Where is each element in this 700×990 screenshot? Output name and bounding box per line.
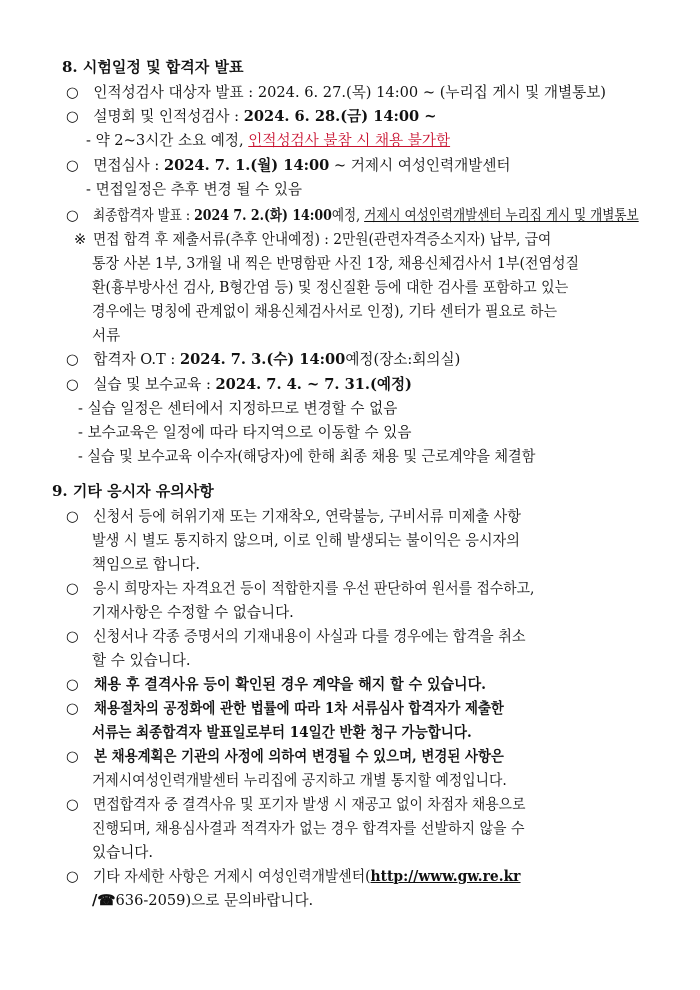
item-date: 2024. 6. 27.(목) 14:00 ~ (누리집 게시 및 개별통보): [257, 84, 606, 101]
notice-line: 책임으로 합니다.: [92, 556, 200, 573]
item-date: 2024. 7. 4. ~ 7. 31.(예정): [215, 376, 412, 393]
notice-line: 기타 자세한 사항은 거제시 여성인력개발센터(: [93, 868, 371, 885]
bullet-circle: ○: [66, 580, 79, 597]
notice-item-4: [66, 674, 502, 696]
note-text: - 약 2~3시간 소요 예정,: [86, 132, 249, 149]
item-label: 면접심사 :: [93, 157, 164, 174]
bullet-circle: ○: [66, 84, 79, 101]
note-line-3: 환(흉부방사선 검사, B형간염 등) 및 정신질환 등에 대한 검사를 포함하고 있는: [92, 279, 569, 296]
note-mark: ※: [74, 231, 87, 248]
item-date: 2024 7. 2.(화) 14:00: [194, 207, 333, 224]
training-note-3: - 실습 및 보수교육 이수자(해당자)에 한해 최종 채용 및 근로계약을 체결함: [78, 448, 536, 465]
item-orientation: [66, 349, 460, 371]
item-label: 인적성검사 대상자 발표 :: [93, 84, 258, 101]
item-label: 최종합격자 발표 :: [93, 207, 195, 224]
notice-line: 있습니다.: [92, 844, 154, 861]
item-label: 실습 및 보수교육 :: [93, 376, 216, 393]
item-aptitude-announce: [66, 82, 606, 104]
bullet-circle: ○: [66, 376, 79, 393]
bullet-circle: ○: [66, 508, 79, 525]
bullet-circle: ○: [66, 108, 79, 125]
item-label: 설명회 및 인적성검사 :: [93, 108, 244, 125]
item-label: 합격자 O.T :: [93, 351, 180, 368]
phone-contact: 636-2059)으로 문의바랍니다.: [115, 892, 314, 909]
note-line-5: 서류: [92, 327, 121, 344]
item-training: [66, 374, 412, 396]
item-rest: 거제시 여성인력개발센터 누리집 게시 및 개별통보: [364, 207, 640, 224]
notice-line: 진행되며, 채용심사결과 적격자가 없는 경우 합격자를 선발하지 않을 수: [92, 820, 525, 837]
notice-line: 신청서 등에 허위기재 또는 기재착오, 연락불능, 구비서류 미제출 사항: [93, 508, 522, 525]
warning-text: 인적성검사 불참 시 채용 불가함: [248, 132, 451, 149]
notice-line: 할 수 있습니다.: [92, 652, 191, 669]
notice-line: 신청서나 각종 증명서의 기재내용이 사실과 다를 경우에는 합격을 취소: [93, 628, 526, 645]
notice-line: 발생 시 별도 통지하지 않으며, 이로 인해 발생되는 불이익은 응시자의: [92, 532, 520, 549]
interview-note: - 면접일정은 추후 변경 될 수 있음: [86, 181, 303, 198]
phone-icon: /☎: [92, 892, 116, 909]
bullet-circle: ○: [66, 868, 79, 885]
bullet-circle: ○: [66, 207, 79, 224]
item-briefing: [66, 106, 437, 128]
bullet-circle: ○: [66, 676, 79, 693]
item-date: 2024. 7. 1.(월) 14:00: [163, 157, 330, 174]
item-rest: 예정(장소:회의실): [345, 351, 461, 368]
bullet-circle: ○: [66, 700, 79, 717]
bullet-circle: ○: [66, 748, 79, 765]
notice-line: 기재사항은 수정할 수 없습니다.: [92, 604, 294, 621]
item-final-announce: [66, 205, 700, 227]
item-rest: ~ 거제시 여성인력개발센터: [329, 157, 511, 174]
item-mid: 예정,: [332, 207, 365, 224]
item-date: 2024. 6. 28.(금) 14:00 ~: [243, 108, 437, 125]
training-note-2: - 보수교육은 일정에 따라 타지역으로 이동할 수 있음: [78, 424, 412, 441]
notice-line: 채용절차의 공정화에 관한 법률에 따라 1차 서류심사 합격자가 제출한: [93, 700, 504, 717]
bullet-circle: ○: [66, 628, 79, 645]
section-9-title: 9. 기타 응시자 유의사항: [52, 482, 214, 500]
note-line-1: ※ 면접 합격 후 제출서류(추후 안내예정) : 2만원(관련자격증소지자) 납부, 급여: [74, 231, 552, 248]
note-line-4: 경우에는 명칭에 관계없이 채용신체검사서로 인정), 기타 센터가 필요로 하는: [92, 303, 558, 320]
section-8-title: 8. 시험일정 및 합격자 발표: [62, 58, 244, 76]
notice-line: 응시 희망자는 자격요건 등이 적합한지를 우선 판단하여 원서를 접수하고,: [93, 580, 535, 597]
item-date: 2024. 7. 3.(수) 14:00: [179, 351, 346, 368]
notice-line: 채용 후 결격사유 등이 확인된 경우 계약을 해지 할 수 있습니다.: [93, 676, 486, 693]
bullet-circle: ○: [66, 796, 79, 813]
notice-line: 면접합격자 중 결격사유 및 포기자 발생 시 재공고 없이 차점자 채용으로: [93, 796, 526, 813]
training-note-1: - 실습 일정은 센터에서 지정하므로 변경할 수 없음: [78, 400, 398, 417]
notice-line: 서류는 최종합격자 발표일로부터 14일간 반환 청구 가능합니다.: [92, 724, 472, 741]
bullet-circle: ○: [66, 157, 79, 174]
briefing-note: [86, 130, 450, 152]
bullet-circle: ○: [66, 351, 79, 368]
notice-line: 본 채용계획은 기관의 사정에 의하여 변경될 수 있으며, 변경된 사항은: [93, 748, 504, 765]
website-link[interactable]: http://www.gw.re.kr: [370, 868, 521, 885]
note-line-2: 통장 사본 1부, 3개월 내 찍은 반명함판 사진 1장, 채용신체검사서 1부(전염성질: [92, 255, 580, 272]
notice-line: 거제시여성인력개발센터 누리집에 공지하고 개별 통지할 예정입니다.: [92, 772, 507, 789]
item-interview: [66, 155, 511, 177]
